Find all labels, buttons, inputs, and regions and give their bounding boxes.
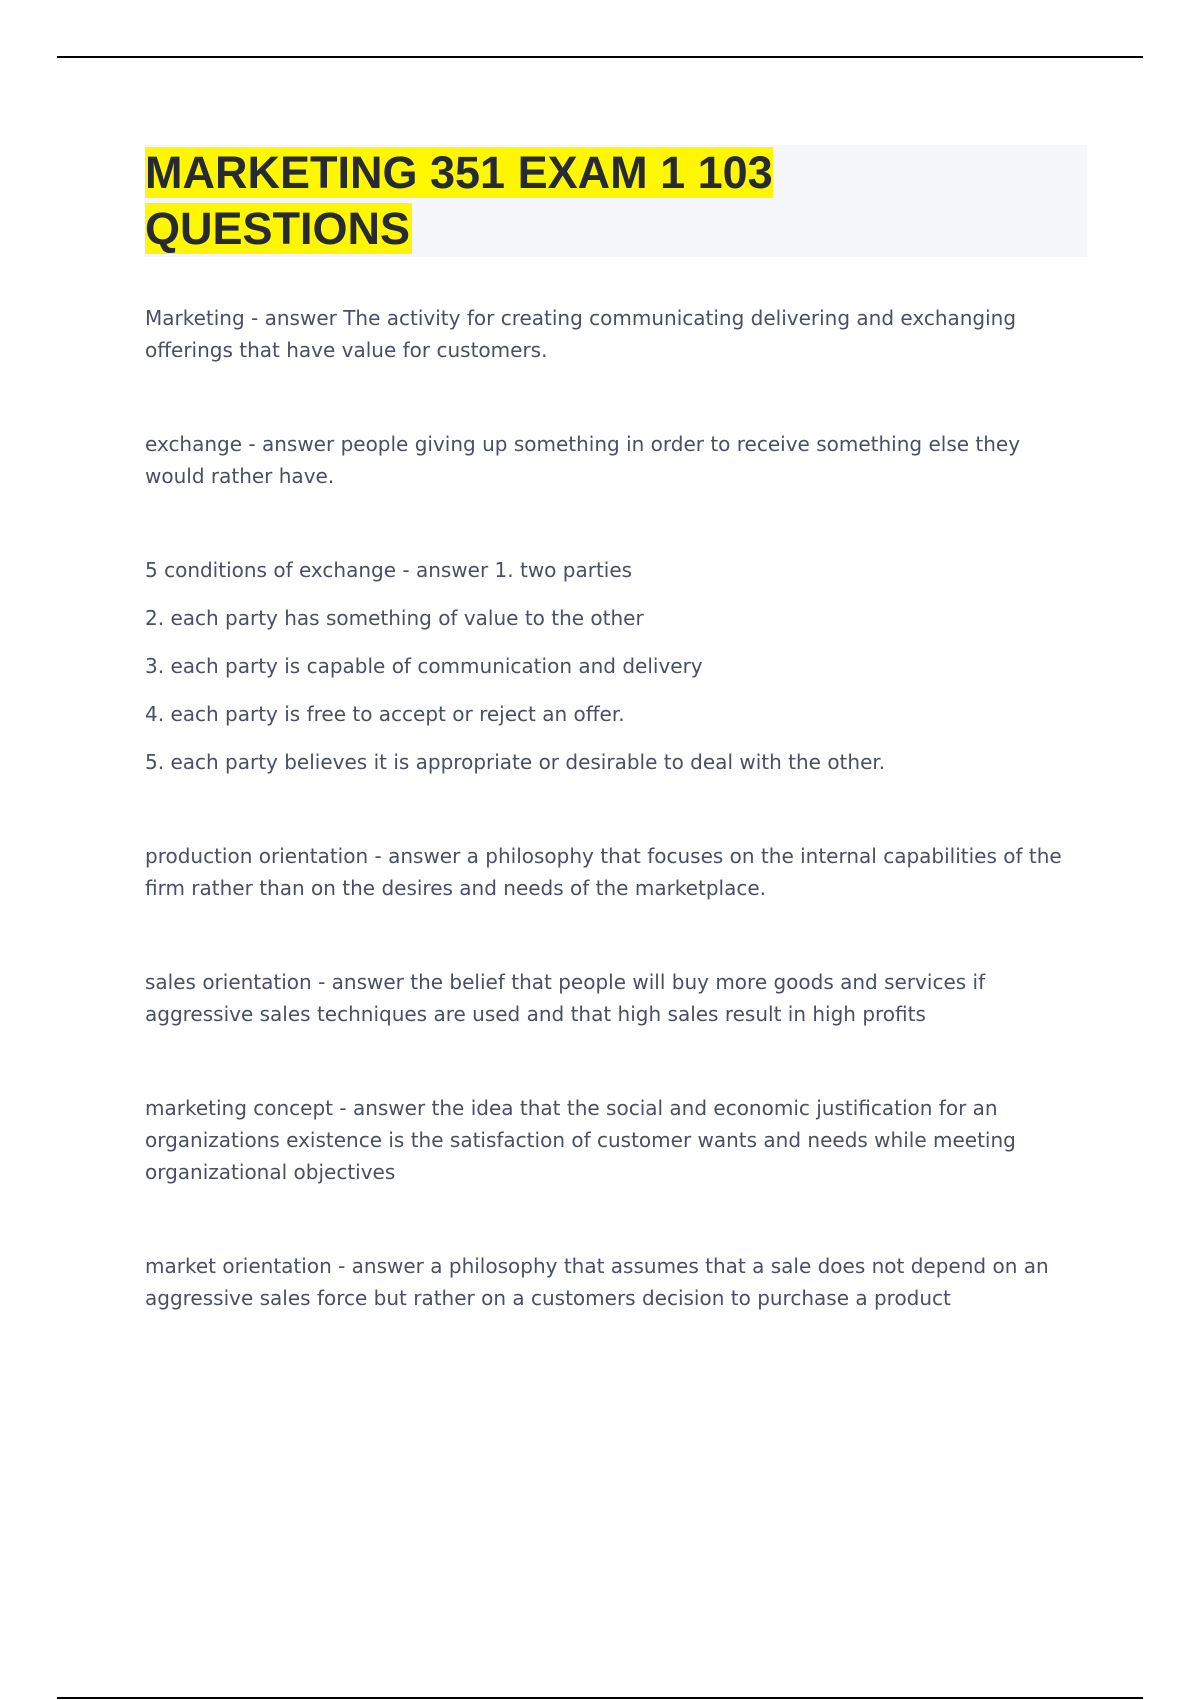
entry-market-orientation: market orientation - answer a philosophy that assumes that a sale does not depend on an aggressive sales force but rather on a customers decision to purchase a product <box>145 1254 1049 1310</box>
condition-line-4: 4. each party is free to accept or reject an offer. <box>145 702 625 726</box>
condition-line-2: 2. each party has something of value to the other <box>145 606 644 630</box>
document-title-highlight: MARKETING 351 EXAM 1 103 QUESTIONS <box>145 147 773 254</box>
document-title <box>145 145 865 257</box>
condition-line-3: 3. each party is capable of communication and delivery <box>145 654 703 678</box>
entry-marketing-concept: marketing concept - answer the idea that the social and economic justification for an organizations existence is the satisfaction of customer wants and needs while meeting organizational objectives <box>145 1096 1016 1184</box>
document-body <box>145 302 1085 1314</box>
bottom-rule <box>57 1697 1143 1699</box>
title-block <box>145 145 1087 257</box>
condition-line-5: 5. each party believes it is appropriate or desirable to deal with the other. <box>145 750 886 774</box>
top-rule <box>57 56 1143 58</box>
entry-production-orientation: production orientation - answer a philosophy that focuses on the internal capabilities of the firm rather than on the desires and needs of the marketplace. <box>145 844 1062 900</box>
entry-marketing: Marketing - answer The activity for creating communicating delivering and exchanging offerings that have value for customers. <box>145 306 1017 362</box>
entry-exchange: exchange - answer people giving up something in order to receive something else they would rather have. <box>145 432 1021 488</box>
entry-sales-orientation: sales orientation - answer the belief that people will buy more goods and services if aggressive sales techniques are used and that high sales result in high profits <box>145 970 986 1026</box>
condition-line-1: 5 conditions of exchange - answer 1. two parties <box>145 558 633 582</box>
conditions-list <box>145 554 1085 778</box>
